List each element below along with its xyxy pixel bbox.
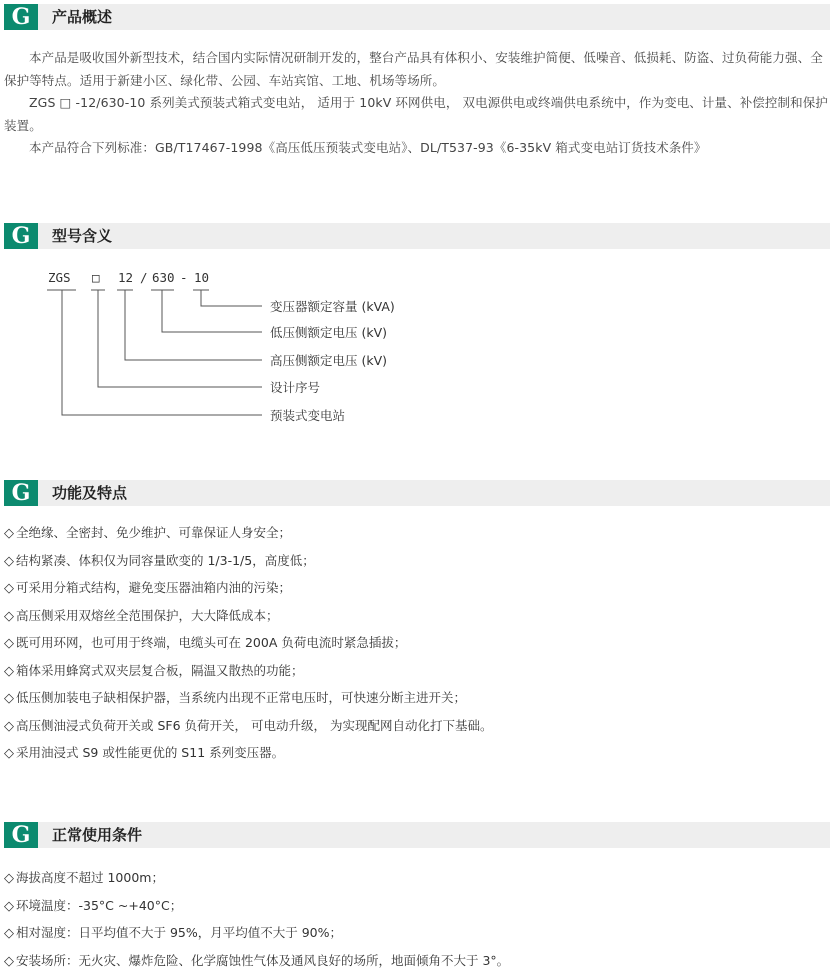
conditions-list bbox=[4, 864, 830, 974]
list-item: ◇ 既可用环网，也可用于终端，电缆头可在 200A 负荷电流时紧急插拔； bbox=[4, 635, 407, 651]
list-item: ◇ 环境温度：-35°C ~+40°C； bbox=[4, 897, 183, 914]
overview-paragraph-3: 本产品符合下列标准：GB/T17467-1998《高压低压预装式变电站》、DL/T537-93《6-35kV 箱式变电站订货技术条件》 bbox=[29, 140, 707, 155]
diamond-icon: ◇ bbox=[4, 746, 14, 761]
features-list bbox=[4, 519, 830, 767]
g-logo-icon: G bbox=[4, 480, 38, 506]
list-item: ◇ 采用油浸式 S9 或性能更优的 S11 系列变压器。 bbox=[4, 745, 285, 761]
diamond-icon: ◇ bbox=[4, 581, 14, 596]
g-logo-icon: G bbox=[4, 4, 38, 30]
leader-capacity bbox=[201, 290, 262, 306]
code-part-630: 630 bbox=[152, 270, 175, 285]
g-logo-icon: G bbox=[4, 223, 38, 249]
list-item: ◇ 海拔高度不超过 1000m； bbox=[4, 870, 164, 886]
section-title-model: 型号含义 bbox=[52, 227, 113, 245]
diamond-icon: ◇ bbox=[4, 926, 14, 941]
section-header-conditions bbox=[4, 822, 830, 848]
label-prefab-substation: 预装式变电站 bbox=[270, 408, 346, 423]
list-item: ◇ 箱体采用蜂窝式双夹层复合板，隔温又散热的功能； bbox=[4, 662, 304, 679]
section-title-overview: 产品概述 bbox=[52, 8, 113, 26]
diamond-icon: ◇ bbox=[4, 718, 14, 734]
section-title-features: 功能及特点 bbox=[52, 484, 128, 502]
diamond-icon: ◇ bbox=[4, 608, 14, 624]
section-title-conditions: 正常使用条件 bbox=[52, 826, 143, 844]
list-item: ◇ 相对湿度：日平均值不大于 95%，月平均值不大于 90%； bbox=[4, 925, 343, 941]
diamond-icon: ◇ bbox=[4, 526, 14, 541]
g-logo-icon: G bbox=[4, 822, 38, 848]
label-design-serial: 设计序号 bbox=[270, 380, 321, 395]
code-part-zgs: ZGS bbox=[48, 270, 71, 285]
diamond-icon: ◇ bbox=[4, 953, 14, 969]
code-part-10: 10 bbox=[194, 270, 210, 285]
list-item: ◇ 安装场所：无火灾、爆炸危险、化学腐蚀性气体及通风良好的场所，地面倾角不大于 3°。 bbox=[4, 952, 510, 969]
list-item: ◇ 结构紧凑、体积仅为同容量欧变的 1/3-1/5，高度低； bbox=[4, 552, 315, 569]
diamond-icon: ◇ bbox=[4, 871, 14, 886]
leader-hv bbox=[125, 290, 262, 360]
diamond-icon: ◇ bbox=[4, 553, 14, 569]
label-hv-voltage: 高压侧额定电压 (kV) bbox=[270, 353, 388, 368]
diamond-icon: ◇ bbox=[4, 663, 14, 679]
label-rated-capacity: 变压器额定容量 (kVA) bbox=[270, 299, 395, 314]
section-header-features bbox=[4, 480, 830, 506]
leader-design bbox=[98, 290, 262, 387]
list-item: ◇ 低压侧加装电子缺相保护器，当系统内出现不正常电压时，可快速分断主进开关； bbox=[4, 690, 467, 706]
list-item: ◇ 高压侧油浸式负荷开关或 SF6 负荷开关， 可电动升级， 为实现配网自动化打下基础。 bbox=[4, 717, 493, 734]
overview-paragraph-2: ZGS □ -12/630-10 系列美式预装式箱式变电站， 适用于 10kV 环网供电， 双电源供电或终端供电系统中，作为变电、计量、补偿控制和保护装置。 bbox=[4, 95, 828, 133]
list-item: ◇ 可采用分箱式结构，避免变压器油箱内油的污染； bbox=[4, 580, 292, 596]
code-part-box: □ bbox=[92, 270, 100, 285]
code-part-dash: - bbox=[180, 270, 188, 285]
code-part-slash: / bbox=[140, 270, 148, 285]
leader-lv bbox=[162, 290, 262, 332]
diamond-icon: ◇ bbox=[4, 636, 14, 651]
list-item: ◇ 全绝缘、全密封、免少维护、可靠保证人身安全； bbox=[4, 525, 292, 541]
label-lv-voltage: 低压侧额定电压 (kV) bbox=[270, 325, 388, 340]
diamond-icon: ◇ bbox=[4, 691, 14, 706]
overview-paragraph-1: 本产品是吸收国外新型技术，结合国内实际情况研制开发的，整台产品具有体积小、安装维护简便、低噪音、低损耗、防盗、过负荷能力强、全保护等特点。适用于新建小区、绿化带、公园、车站宾馆、工地、机场等场所。 bbox=[4, 50, 823, 88]
code-part-12: 12 bbox=[118, 270, 134, 285]
list-item: ◇ 高压侧采用双熔丝全范围保护，大大降低成本； bbox=[4, 607, 279, 624]
diamond-icon: ◇ bbox=[4, 898, 14, 914]
